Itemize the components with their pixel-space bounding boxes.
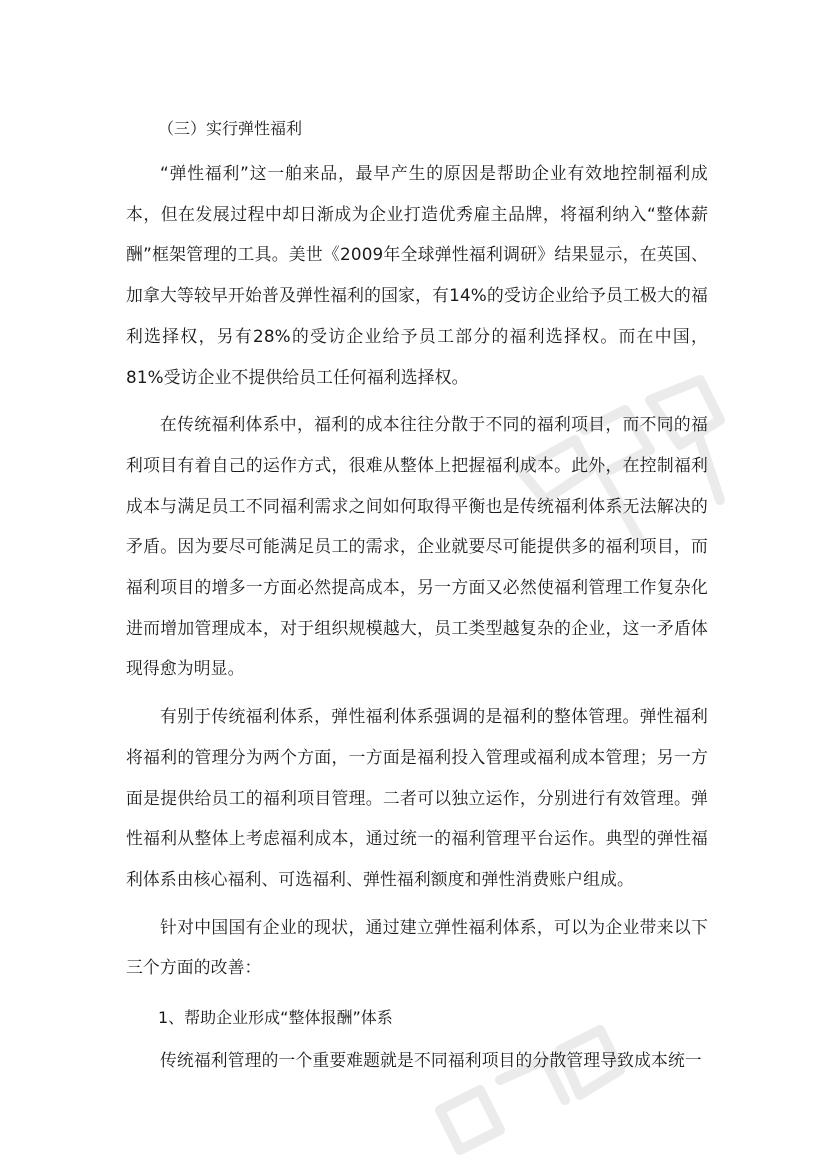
subheading: 1、帮助企业形成“整体报酬”体系 xyxy=(158,1008,393,1028)
paragraph-5: 传统福利管理的一个重要难题就是不同福利项目的分散管理导致成本统一 xyxy=(160,1050,702,1071)
paragraph-3: 有别于传统福利体系，弹性福利体系强调的是福利的整体管理。弹性福利将福利的管理分为两个方面，一方面是福利投入管理或福利成本管理；另一方面是提供给员工的福利项目管理。二者可以独立运作，分别进行有效管理。弹性福利从整体上考虑福利成本，通过统一的福利管理平台运作。典型的弹性福利体系由核心福利、可选福利、弹性福利额度和弹性消费账户组成。 xyxy=(126,706,708,889)
paragraph-4: 针对中国国有企业的现状，通过建立弹性福利体系，可以为企业带来以下三个方面的改善： xyxy=(126,916,708,978)
section-heading: （三）实行弹性福利 xyxy=(158,119,303,138)
document-body xyxy=(126,105,708,1088)
paragraph-1: “弹性福利”这一舶来品，最早产生的原因是帮助企业有效地控制福利成本，但在发展过程中却日渐成为企业打造优秀雇主品牌，将福利纳入“整体薪酬”框架管理的工具。美世《2009年全球弹性福利调研》结果显示，在英国、加拿大等较早开始普及弹性福利的国家，有14%的受访企业给予员工极大的福利选择权，另有28%的受访企业给予员工部分的福利选择权。而在中国，81%受访企业不提供给员工任何福利选择权。 xyxy=(126,163,708,387)
paragraph-2: 在传统福利体系中，福利的成本往往分散于不同的福利项目，而不同的福利项目有着自己的运作方式，很难从整体上把握福利成本。此外，在控制福利成本与满足员工不同福利需求之间如何取得平衡也是传统福利体系无法解决的矛盾。因为要尽可能满足员工的需求，企业就要尽可能提供多的福利项目，而福利项目的增多一方面必然提高成本，另一方面又必然使福利管理工作复杂化进而增加管理成本，对于组织规模越大，员工类型越复杂的企业，这一矛盾体现得愈为明显。 xyxy=(126,414,708,679)
